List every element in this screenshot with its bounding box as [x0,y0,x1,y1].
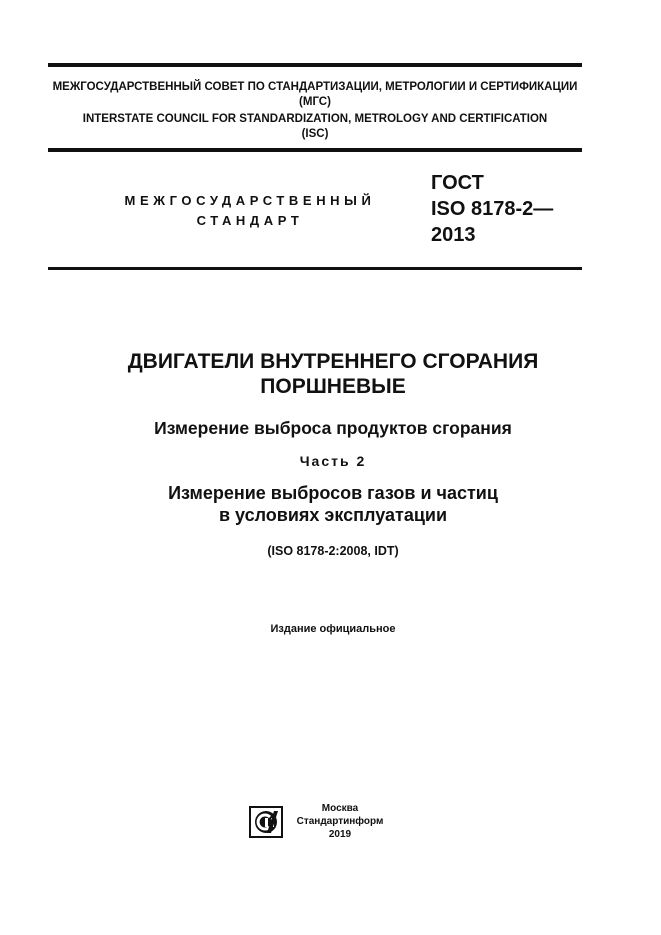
council-name-en-line1: INTERSTATE COUNCIL FOR STANDARDIZATION, METROLOGY AND CERTIFICATION [82,113,548,125]
edition-note: Издание официальное [270,623,396,635]
middle-rule [48,148,582,152]
part-title-line1: Измерение выбросов газов и частиц [168,483,498,503]
standard-kind-line1: МЕЖГОСУДАРСТВЕННЫЙ [124,193,376,208]
publisher-name: Стандартинформ [296,816,384,827]
council-name-ru [48,80,582,110]
bottom-rule [48,267,582,270]
standard-kind-line2: СТАНДАРТ [196,213,304,228]
part-title-line2: в условиях эксплуатации [218,505,448,525]
council-abbr-ru: (МГС) [299,96,331,108]
council-abbr-en: (ISC) [301,128,329,140]
designation-line3: 2013 [431,224,476,246]
standard-designation [431,170,553,248]
council-name-en [48,112,582,142]
publisher-city: Москва [321,803,359,814]
part-label: Часть 2 [299,453,367,469]
designation-line1: ГОСТ [431,172,484,194]
part-title [48,482,618,526]
title-line2: ПОРШНЕВЫЕ [260,375,406,398]
iso-reference: (ISO 8178-2:2008, IDT) [267,544,399,558]
top-rule [48,63,582,67]
document-title [48,349,618,399]
designation-line2: ISO 8178-2— [431,198,554,220]
council-name-ru-line1: МЕЖГОСУДАРСТВЕННЫЙ СОВЕТ ПО СТАНДАРТИЗАЦИИ, МЕТРОЛОГИИ И СЕРТИФИКАЦИИ [52,81,578,93]
standartinform-logo-icon [249,806,283,838]
title-line1: ДВИГАТЕЛИ ВНУТРЕННЕГО СГОРАНИЯ [127,350,539,373]
publisher-block [292,802,388,841]
document-subtitle: Измерение выброса продуктов сгорания [154,418,512,438]
publication-year: 2019 [328,829,352,840]
